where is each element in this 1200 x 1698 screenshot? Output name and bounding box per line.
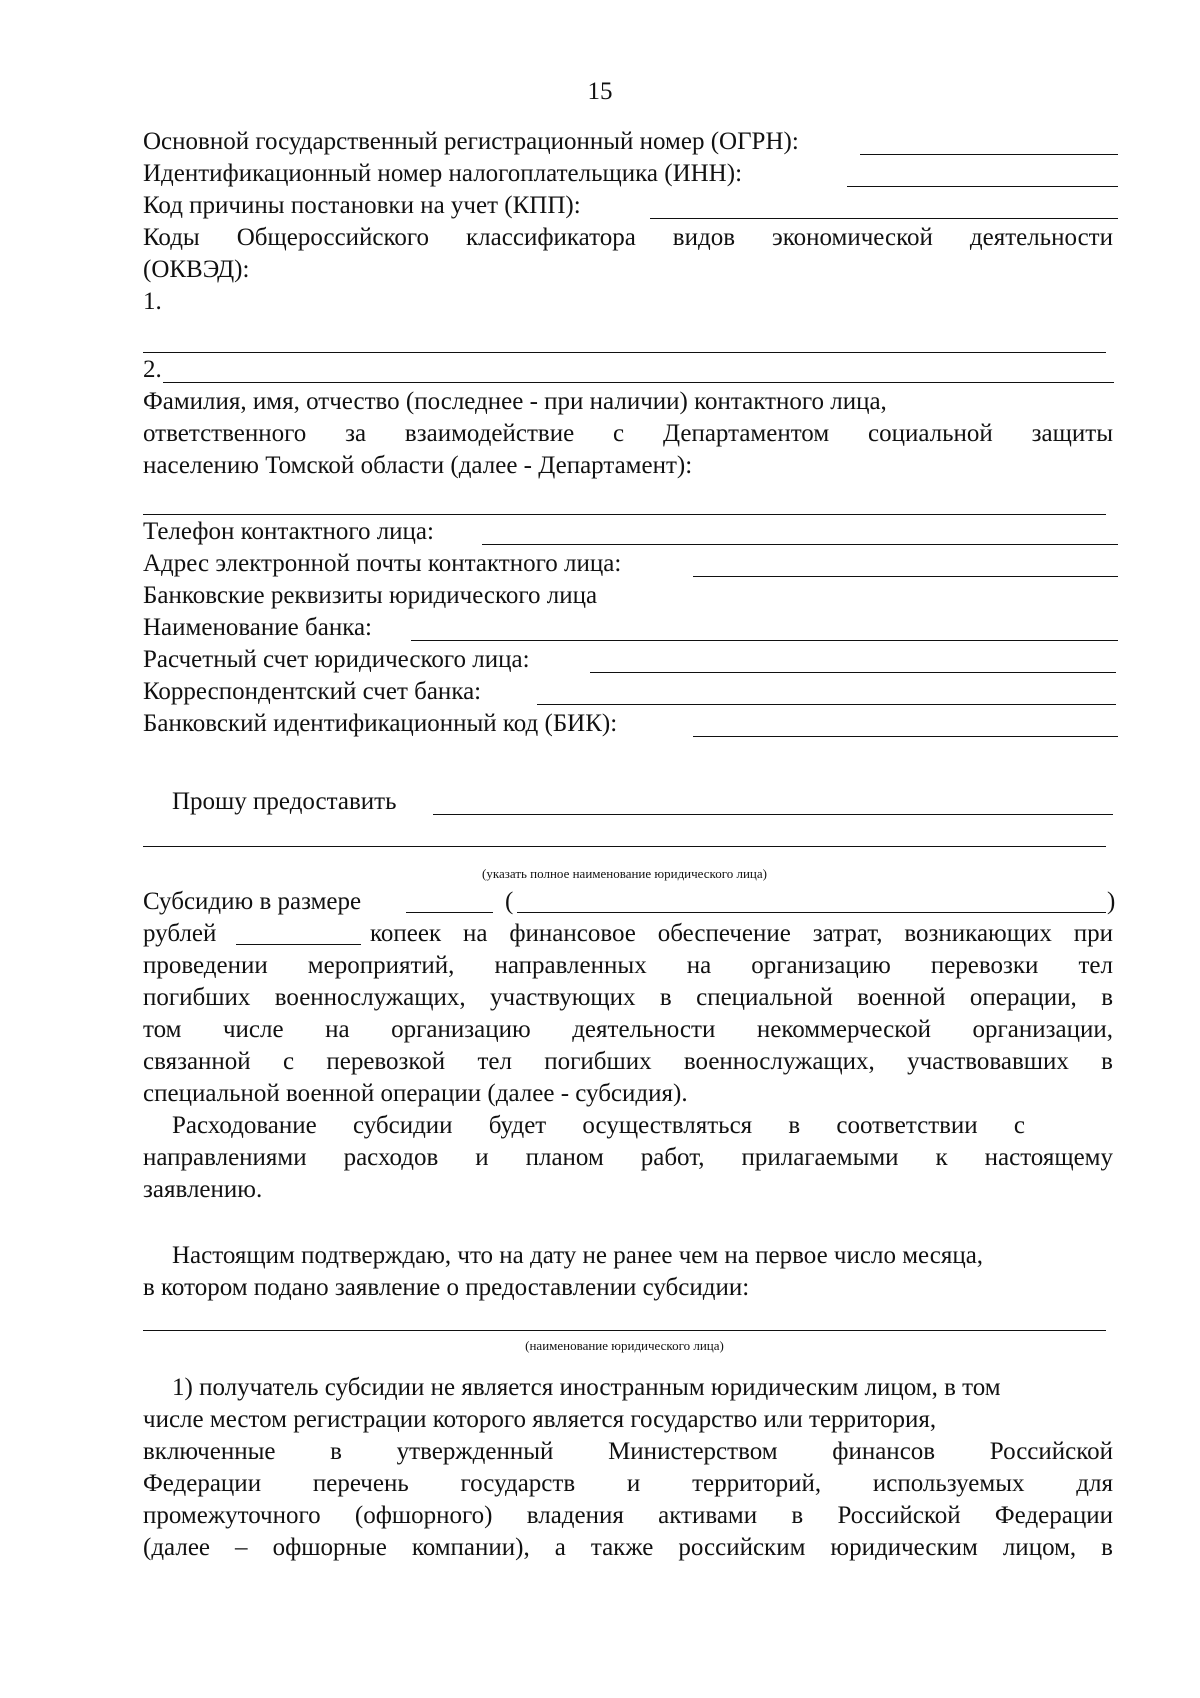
contact-line-1: Фамилия, имя, отчество (последнее - при наличии) контактного лица, (143, 388, 887, 415)
subsidy-open-paren: ( (505, 888, 514, 915)
bik-fill-line (693, 736, 1118, 737)
point-1-line-4: Федерации перечень государств и территорий, используемых для (143, 1470, 1113, 1497)
email-label: Адрес электронной почты контактного лица: (143, 550, 622, 577)
request-fill-line-1 (433, 814, 1113, 815)
ogrn-label: Основной государственный регистрационный номер (ОГРН): (143, 128, 799, 155)
phone-label: Телефон контактного лица: (143, 518, 434, 545)
subsidy-close-paren: ) (1107, 888, 1116, 915)
point-1-line-6: (далее – офшорные компании), а также российским юридическим лицом, в (143, 1534, 1113, 1561)
kpp-fill-line (650, 218, 1118, 219)
subsidy-line-5: связанной с перевозкой тел погибших военнослужащих, участвовавших в (143, 1048, 1113, 1075)
point-1-line-5: промежуточного (офшорного) владения активами в Российской Федерации (143, 1502, 1113, 1529)
okved-item-1-line (143, 352, 1106, 353)
bik-label: Банковский идентификационный код (БИК): (143, 710, 618, 737)
page-number: 15 (587, 78, 613, 105)
bank-name-label: Наименование банка: (143, 614, 373, 641)
phone-fill-line (482, 544, 1118, 545)
bank-name-fill-line (411, 640, 1118, 641)
subsidy-line-6: специальной военной операции (далее - субсидия). (143, 1080, 688, 1107)
okved-label-line-1: Коды Общероссийского классификатора видов экономической деятельности (143, 224, 1113, 251)
account-label: Расчетный счет юридического лица: (143, 646, 530, 673)
confirm-line-1: Настоящим подтверждаю, что на дату не ранее чем на первое число месяца, (172, 1242, 984, 1269)
subsidy-line-2: проведении мероприятий, направленных на организацию перевозки тел (143, 952, 1113, 979)
subsidy-line-1-tail: копеек на финансовое обеспечение затрат, возникающих при (370, 920, 1113, 947)
spending-line-2: направлениями расходов и планом работ, прилагаемыми к настоящему (143, 1144, 1113, 1171)
kpp-label: Код причины постановки на учет (КПП): (143, 192, 581, 219)
request-fill-line-2 (143, 846, 1106, 847)
confirm-caption: (наименование юридического лица) (525, 1338, 724, 1353)
inn-fill-line (847, 186, 1118, 187)
corr-account-fill-line (537, 704, 1116, 705)
request-label: Прошу предоставить (172, 788, 397, 815)
kopecks-line (236, 944, 361, 945)
corr-account-label: Корреспондентский счет банка: (143, 678, 482, 705)
subsidy-line-3: погибших военнослужащих, участвующих в специальной военной операции, в (143, 984, 1113, 1011)
subsidy-amount-words-line (517, 912, 1106, 913)
email-fill-line (693, 576, 1118, 577)
okved-item-2-line (163, 382, 1114, 383)
subsidy-amount-line (406, 912, 493, 913)
okved-label-line-2: (ОКВЭД): (143, 256, 250, 283)
confirm-line-2: в котором подано заявление о предоставлении субсидии: (143, 1274, 750, 1301)
account-fill-line (590, 672, 1116, 673)
point-1-line-2: числе местом регистрации которого является государство или территория, (143, 1406, 937, 1433)
bank-details-header: Банковские реквизиты юридического лица (143, 582, 598, 609)
request-caption: (указать полное наименование юридического лица) (482, 866, 767, 881)
point-1-line-1: 1) получатель субсидии не является иностранным юридическим лицом, в том (172, 1374, 1001, 1401)
subsidy-label: Субсидию в размере (143, 888, 362, 915)
okved-item-1: 1. (143, 288, 162, 315)
contact-fill-line (143, 514, 1106, 515)
contact-line-3: населению Томской области (далее - Департамент): (143, 452, 693, 479)
ogrn-fill-line (860, 154, 1118, 155)
confirm-fill-line (143, 1330, 1106, 1331)
rubles-label: рублей (143, 920, 217, 947)
point-1-line-3: включенные в утвержденный Министерством финансов Российской (143, 1438, 1113, 1465)
subsidy-line-4: том числе на организацию деятельности некоммерческой организации, (143, 1016, 1113, 1043)
spending-line-3: заявлению. (143, 1176, 263, 1203)
inn-label: Идентификационный номер налогоплательщика (ИНН): (143, 160, 743, 187)
spending-line-1: Расходование субсидии будет осуществляться в соответствии с (172, 1112, 1025, 1139)
contact-line-2: ответственного за взаимодействие с Департаментом социальной защиты (143, 420, 1113, 447)
okved-item-2: 2. (143, 356, 162, 383)
